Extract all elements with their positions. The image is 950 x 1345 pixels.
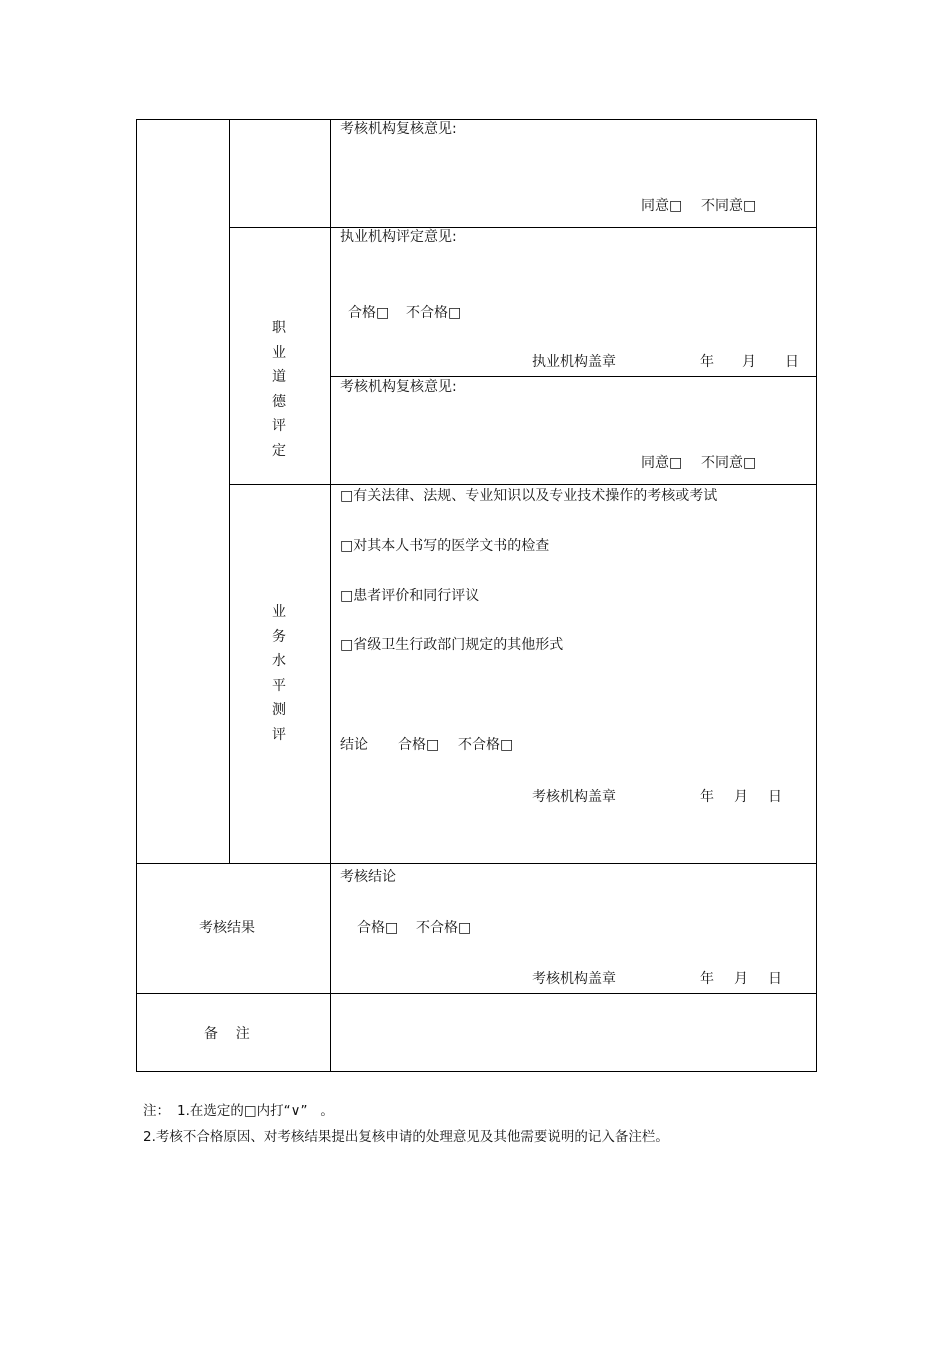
skill-conclusion-label: 结论 (340, 737, 368, 753)
ethics-seal: 执业机构盖章 (532, 354, 616, 370)
result-seal: 考核机构盖章 (532, 971, 616, 987)
skill-label-char: 水 (272, 653, 286, 669)
skill-day: 日 (768, 789, 782, 805)
skill-pass[interactable]: 合格□ (398, 737, 440, 753)
ethics-eval-title: 执业机构评定意见: (340, 229, 457, 245)
review1-title: 考核机构复核意见: (340, 121, 457, 137)
skill-label-char: 评 (272, 726, 286, 743)
remarks-label: 备 注 (204, 1026, 250, 1042)
row-divider-4 (136, 863, 817, 864)
result-fail[interactable]: 不合格□ (416, 920, 472, 936)
skill-year: 年 (700, 789, 714, 805)
remarks-field[interactable] (331, 994, 816, 1071)
note-line-1: 1.在选定的□内打“∨” 。 (177, 1103, 334, 1119)
ethics-label-line: 评定 (272, 418, 286, 459)
table-border-left (136, 119, 137, 1072)
ethics-label (266, 316, 292, 463)
skill-label-char: 平 (272, 677, 286, 694)
note-line-2: 2.考核不合格原因、对考核结果提出复核申请的处理意见及其他需要说明的记入备注栏。 (143, 1129, 669, 1145)
result-year: 年 (700, 971, 714, 987)
skill-label-char: 测 (272, 702, 286, 718)
table-col-divider-1 (229, 119, 230, 864)
skill-option-document-check[interactable]: □对其本人书写的医学文书的检查 (340, 538, 550, 554)
skill-label (268, 600, 290, 747)
table-border-top (136, 119, 817, 120)
result-label: 考核结果 (199, 920, 255, 936)
ethics-pass[interactable]: 合格□ (348, 305, 390, 321)
ethics-month: 月 (742, 354, 756, 370)
review1-agree[interactable]: 同意□ (641, 198, 683, 214)
skill-option-other-forms[interactable]: □省级卫生行政部门规定的其他形式 (340, 637, 564, 653)
skill-label-char: 业 (272, 604, 286, 620)
review1-disagree[interactable]: 不同意□ (701, 198, 757, 214)
row-divider-1 (229, 227, 817, 228)
table-border-bottom (136, 1071, 817, 1072)
ethics-label-line: 道德 (272, 369, 286, 410)
row-divider-3 (229, 484, 817, 485)
table-col-divider-2 (330, 119, 331, 1072)
row-divider-2 (330, 376, 817, 377)
result-title: 考核结论 (340, 869, 396, 885)
result-month: 月 (734, 971, 748, 987)
skill-fail[interactable]: 不合格□ (458, 737, 514, 753)
ethics-review-title: 考核机构复核意见: (340, 379, 457, 395)
ethics-label-line: 职业 (272, 320, 286, 361)
skill-option-law-exam[interactable]: □有关法律、法规、专业知识以及专业技术操作的考核或考试 (340, 488, 718, 504)
result-pass[interactable]: 合格□ (357, 920, 399, 936)
ethics-day: 日 (785, 354, 799, 370)
table-border-right (816, 119, 817, 1072)
note-prefix: 注： (143, 1103, 170, 1119)
skill-seal: 考核机构盖章 (532, 789, 616, 805)
skill-month: 月 (734, 789, 748, 805)
ethics-year: 年 (700, 354, 714, 370)
result-day: 日 (768, 971, 782, 987)
ethics-fail[interactable]: 不合格□ (406, 305, 462, 321)
skill-option-peer-review[interactable]: □患者评价和同行评议 (340, 588, 480, 604)
ethics-review-disagree[interactable]: 不同意□ (701, 455, 757, 471)
ethics-review-agree[interactable]: 同意□ (641, 455, 683, 471)
skill-label-char: 务 (272, 628, 286, 645)
